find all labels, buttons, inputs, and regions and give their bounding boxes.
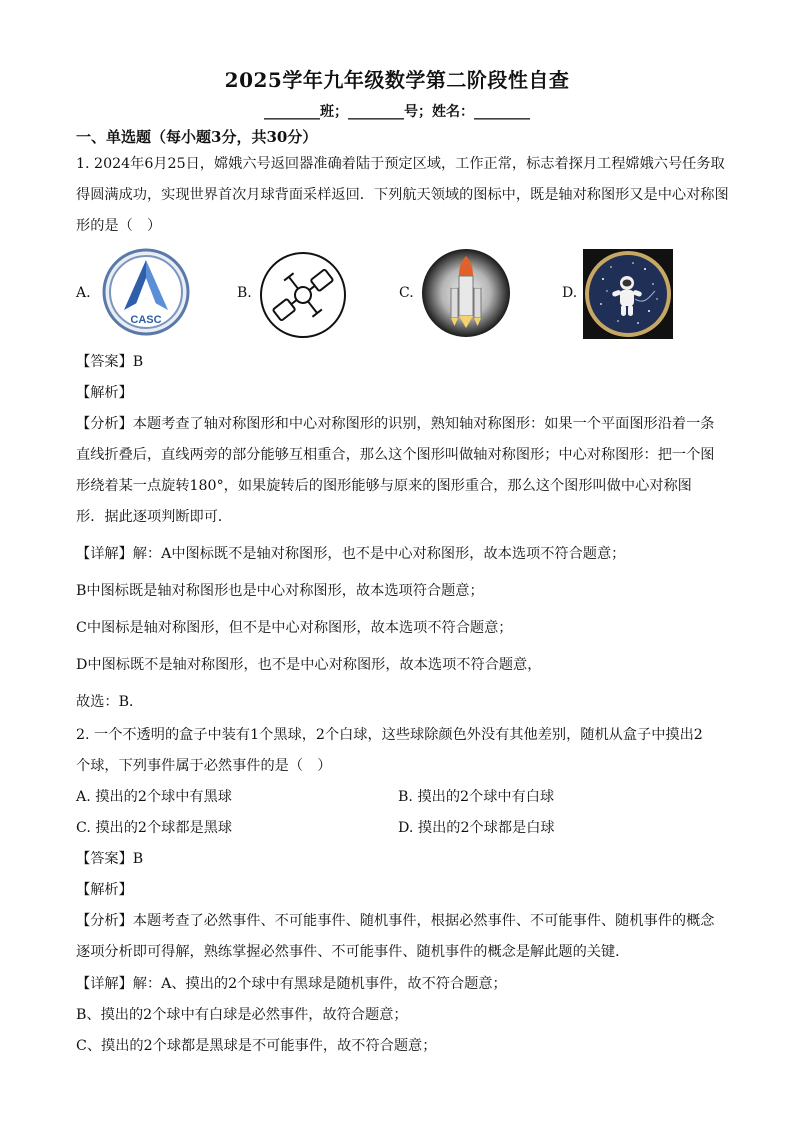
q1-analysis-line2: 直线折叠后，直线两旁的部分能够互相重合，那么这个图形叫做轴对称图形；中心对称图形：把一个图 bbox=[76, 447, 715, 463]
q1-analysis-line3: 形绕着某一点旋转180°，如果旋转后的图形能够与原来的图形重合，那么这个图形叫做中心对称图 bbox=[76, 478, 692, 494]
q2-stem-line1: 2. 一个不透明的盒子中装有1个黑球，2个白球，这些球除颜色外没有其他差别，随机从盒子中摸出2 bbox=[76, 727, 703, 743]
q2-option-a: A. 摸出的2个球中有黑球 bbox=[76, 789, 232, 805]
q1-detail-line4: D中图标既不是轴对称图形，也不是中心对称图形，故本选项不符合题意， bbox=[76, 657, 542, 673]
q2-analysis-line1: 【分析】本题考查了必然事件、不可能事件、随机事件，根据必然事件、不可能事件、随机事件的概念 bbox=[76, 913, 715, 929]
q1-option-b-label: B. bbox=[237, 285, 252, 301]
q2-option-c: C. 摸出的2个球都是黑球 bbox=[76, 820, 233, 836]
q1-option-c-label: C. bbox=[399, 285, 414, 301]
q1-detail-line1: 【详解】解：A中图标既不是轴对称图形，也不是中心对称图形，故本选项不符合题意； bbox=[76, 546, 626, 562]
astronaut-badge-icon bbox=[583, 249, 673, 339]
q1-option-d-label: D. bbox=[562, 285, 578, 301]
q2-answer: 【答案】B bbox=[76, 851, 144, 867]
casc-logo-icon bbox=[102, 248, 190, 336]
section-heading: 一、单选题（每小题3分，共30分） bbox=[76, 128, 318, 146]
q2-detail-line2: B、摸出的2个球中有白球是必然事件，故符合题意； bbox=[76, 1007, 408, 1023]
q1-detail-line2: B中图标既是轴对称图形也是中心对称图形，故本选项符合题意； bbox=[76, 583, 484, 599]
q1-stem-line3: 形的是（ ） bbox=[76, 218, 162, 234]
q1-analysis-heading: 【解析】 bbox=[76, 385, 133, 401]
q2-option-d: D. 摸出的2个球都是白球 bbox=[398, 820, 555, 836]
page-title: 2025学年九年级数学第二阶段性自查 bbox=[224, 68, 570, 92]
q2-analysis-line2: 逐项分析即可得解，熟练掌握必然事件、不可能事件、随机事件的概念是解此题的关键． bbox=[76, 944, 630, 960]
satellite-symbol-icon bbox=[258, 250, 348, 340]
q1-conclusion: 故选：B． bbox=[76, 694, 144, 710]
q2-analysis-heading: 【解析】 bbox=[76, 882, 133, 898]
q1-option-a-label: A. bbox=[76, 285, 91, 301]
q1-answer: 【答案】B bbox=[76, 354, 144, 370]
q2-detail-line3: C、摸出的2个球都是黑球是不可能事件，故不符合题意； bbox=[76, 1038, 437, 1054]
casc-logo-text: CASC bbox=[130, 314, 162, 326]
q1-stem-line2: 得圆满成功，实现世界首次月球背面采样返回．下列航天领域的图标中，既是轴对称图形又是中心对称图 bbox=[76, 187, 729, 203]
student-info-line: ________班；________号；姓名：________ bbox=[264, 104, 530, 120]
q1-analysis-line1: 【分析】本题考查了轴对称图形和中心对称图形的识别，熟知轴对称图形：如果一个平面图形沿着一条 bbox=[76, 416, 715, 432]
q2-option-b: B. 摸出的2个球中有白球 bbox=[398, 789, 555, 805]
rocket-launch-icon bbox=[421, 248, 511, 338]
q2-stem-line2: 个球，下列事件属于必然事件的是（ ） bbox=[76, 758, 332, 774]
q2-detail-line1: 【详解】解：A、摸出的2个球中有黑球是随机事件，故不符合题意； bbox=[76, 976, 507, 992]
q1-detail-line3: C中图标是轴对称图形，但不是中心对称图形，故本选项不符合题意； bbox=[76, 620, 513, 636]
q1-stem-line1: 1. 2024年6月25日，嫦娥六号返回器准确着陆于预定区域，工作正常，标志着探月工程嫦娥六号任务取 bbox=[76, 156, 725, 172]
q1-analysis-line4: 形．据此逐项判断即可． bbox=[76, 509, 233, 525]
